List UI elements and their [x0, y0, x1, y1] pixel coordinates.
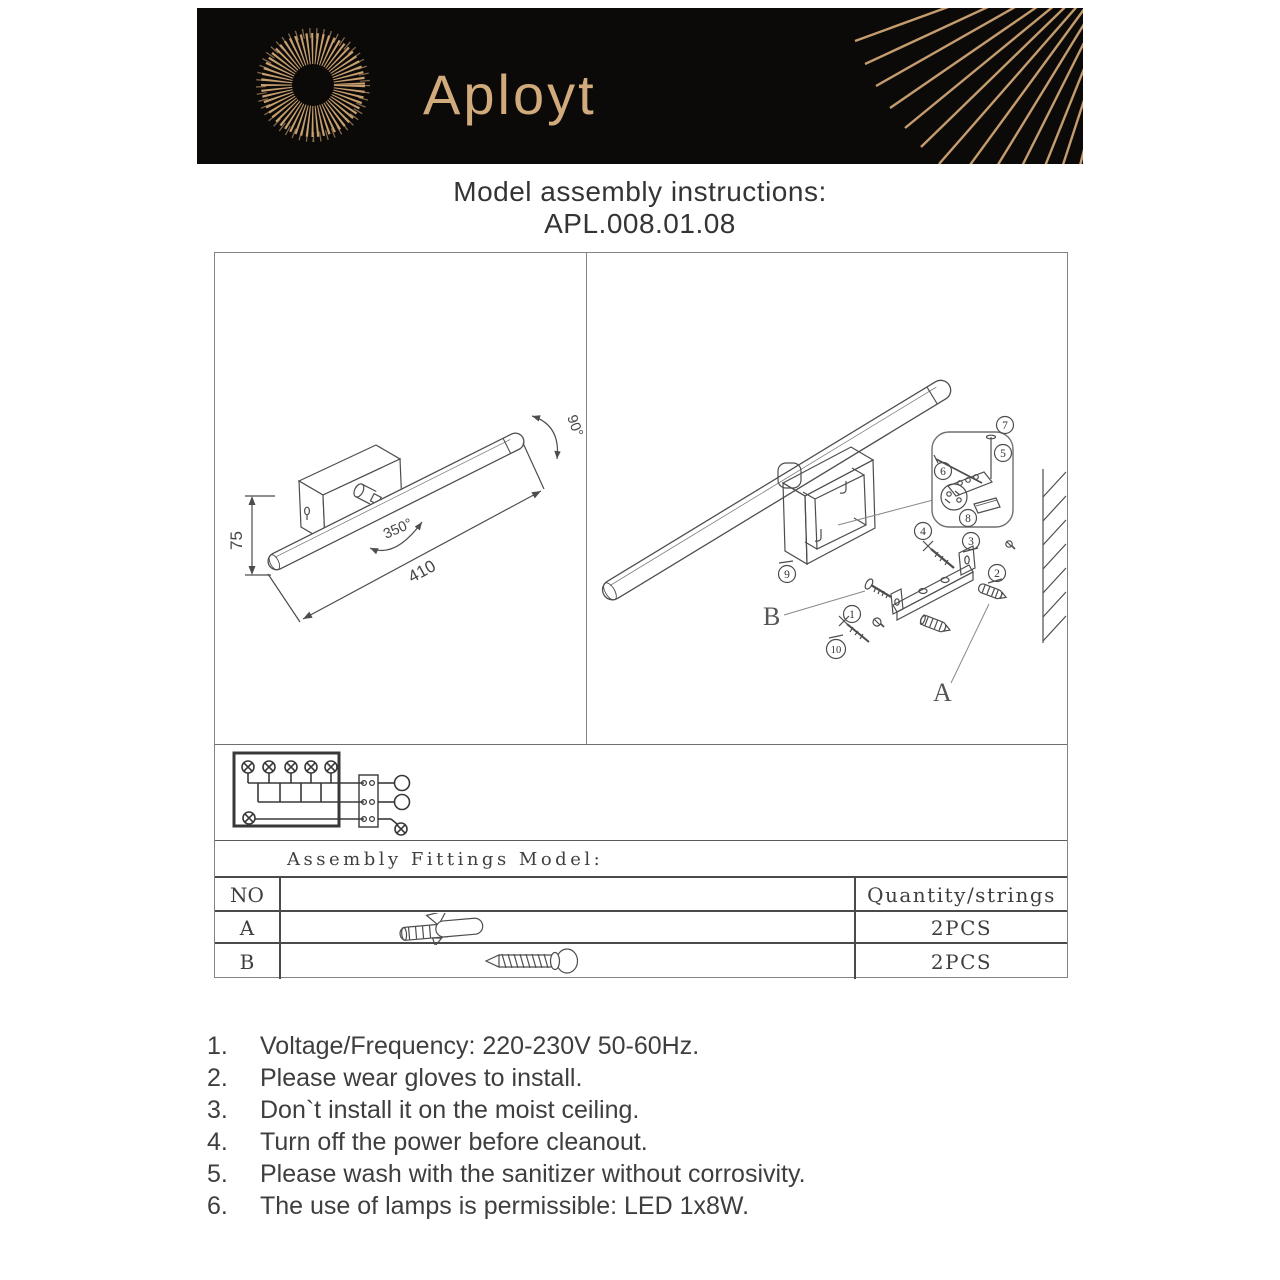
- row-b-item: [281, 944, 854, 979]
- col-header-item: [281, 878, 854, 912]
- fittings-table-header: [215, 876, 1067, 912]
- page-title: Model assembly instructions:: [453, 176, 827, 207]
- exploded-panel: [588, 253, 1067, 744]
- row-b-quantity: 2PCS: [854, 944, 1067, 979]
- mounting-screw-icon: [484, 947, 584, 977]
- brand-banner: [197, 8, 1083, 164]
- part-callout-1: [844, 606, 861, 623]
- svg-text:4: 4: [920, 526, 926, 538]
- svg-text:3: 3: [968, 536, 974, 548]
- svg-text:2: 2: [994, 568, 1000, 580]
- svg-text:8: 8: [965, 513, 971, 525]
- row-a-item: [281, 912, 854, 944]
- instruction-item: 2. Please wear gloves to install.: [207, 1064, 583, 1092]
- table-row-a: [215, 910, 1067, 944]
- wiring-diagram: [215, 744, 1067, 841]
- row-a-quantity: 2PCS: [854, 912, 1067, 944]
- label-b: B: [763, 602, 781, 631]
- fittings-section-title: Assembly Fittings Model:: [287, 848, 604, 870]
- svg-text:5: 5: [1000, 448, 1006, 460]
- rays-decoration-icon: [197, 8, 1083, 164]
- diagram-sheet: [214, 252, 1068, 978]
- dimension-drawing: [215, 253, 586, 744]
- row-b-no: B: [215, 944, 281, 979]
- length-dim-label: 410: [404, 556, 439, 587]
- svg-text:9: 9: [784, 569, 790, 581]
- part-callout-9: [779, 566, 796, 583]
- part-callout-2: [989, 565, 1006, 582]
- part-callout-10: [827, 640, 846, 659]
- brand-name: Aployt: [423, 63, 597, 126]
- exploded-drawing: [588, 253, 1067, 744]
- fittings-section-title-row: [215, 840, 1067, 877]
- lamp-symbols: [242, 761, 337, 783]
- height-dim-label: 75: [227, 531, 246, 550]
- wall-anchor-icon: [398, 913, 493, 945]
- part-callout-4: [915, 523, 932, 540]
- instruction-item: 3. Don`t install it on the moist ceiling.: [207, 1096, 640, 1124]
- model-number: APL.008.01.08: [544, 208, 736, 239]
- row-a-no: A: [215, 912, 281, 944]
- svg-text:6: 6: [940, 466, 946, 478]
- svg-text:10: 10: [830, 645, 842, 656]
- swivel-angle-label: 350°: [381, 515, 416, 543]
- instruction-item: 5. Please wash with the sanitizer without corrosivity.: [207, 1160, 806, 1188]
- instruction-item: 6. The use of lamps is permissible: LED 1x8W.: [207, 1192, 750, 1220]
- tilt-angle-label: 90°: [563, 412, 586, 439]
- col-header-quantity: Quantity/strings: [854, 878, 1067, 912]
- label-a: A: [933, 678, 952, 707]
- part-callout-3: [963, 533, 980, 550]
- instruction-item: 1. Voltage/Frequency: 220-230V 50-60Hz.: [207, 1032, 700, 1060]
- svg-text:7: 7: [1002, 420, 1008, 432]
- col-header-no: NO: [215, 878, 281, 912]
- svg-text:1: 1: [849, 609, 855, 621]
- instruction-list: [207, 1030, 806, 1222]
- table-row-b: [215, 942, 1067, 979]
- dimension-panel: [215, 253, 587, 744]
- part-callout-7: [997, 417, 1014, 434]
- wall-hatch: [1043, 469, 1066, 643]
- instruction-item: 4. Turn off the power before cleanout.: [207, 1128, 648, 1156]
